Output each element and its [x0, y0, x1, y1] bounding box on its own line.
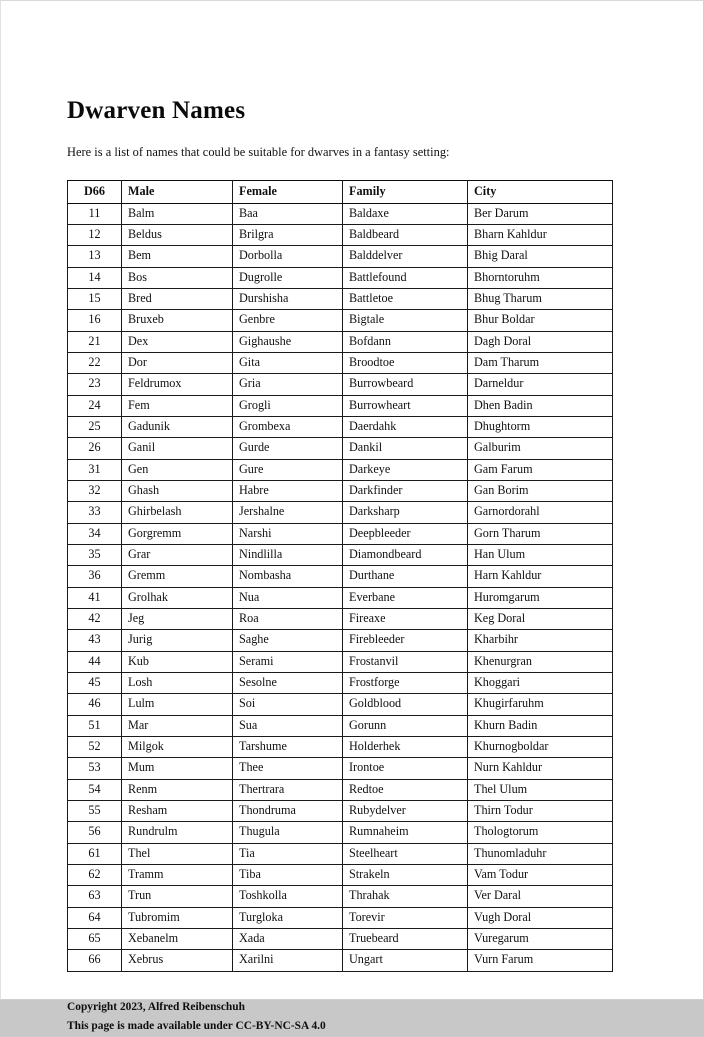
dwarven-names-table — [67, 180, 613, 972]
cell-city: Ver Daral — [468, 886, 613, 907]
cell-male: Balm — [122, 203, 233, 224]
cell-d66: 23 — [68, 374, 122, 395]
license-line: This page is made available under CC-BY-NC-SA 4.0 — [67, 1020, 326, 1033]
cell-male: Thel — [122, 843, 233, 864]
cell-male: Bred — [122, 289, 233, 310]
cell-male: Dex — [122, 331, 233, 352]
cell-female: Xarilni — [233, 950, 343, 971]
cell-city: Bhur Boldar — [468, 310, 613, 331]
cell-male: Bruxeb — [122, 310, 233, 331]
cell-female: Xada — [233, 928, 343, 949]
cell-d66: 24 — [68, 395, 122, 416]
cell-male: Ganil — [122, 438, 233, 459]
table-row — [68, 225, 613, 246]
cell-female: Nua — [233, 587, 343, 608]
cell-city: Galburim — [468, 438, 613, 459]
cell-family: Diamondbeard — [343, 545, 468, 566]
cell-city: Khugirfaruhm — [468, 694, 613, 715]
cell-city: Khurn Badin — [468, 715, 613, 736]
cell-male: Jurig — [122, 630, 233, 651]
cell-d66: 32 — [68, 481, 122, 502]
table-row — [68, 609, 613, 630]
cell-city: Gan Borim — [468, 481, 613, 502]
cell-male: Gadunik — [122, 417, 233, 438]
cell-family: Battletoe — [343, 289, 468, 310]
cell-d66: 14 — [68, 267, 122, 288]
table-row — [68, 417, 613, 438]
cell-female: Saghe — [233, 630, 343, 651]
table-row — [68, 950, 613, 971]
cell-family: Torevir — [343, 907, 468, 928]
table-row — [68, 715, 613, 736]
table-row — [68, 545, 613, 566]
cell-male: Gen — [122, 459, 233, 480]
table-row — [68, 758, 613, 779]
cell-city: Vurn Farum — [468, 950, 613, 971]
cell-family: Durthane — [343, 566, 468, 587]
cell-city: Ber Darum — [468, 203, 613, 224]
cell-city: Thel Ulum — [468, 779, 613, 800]
cell-female: Soi — [233, 694, 343, 715]
table-row — [68, 353, 613, 374]
cell-female: Toshkolla — [233, 886, 343, 907]
cell-city: Dhughtorm — [468, 417, 613, 438]
cell-d66: 64 — [68, 907, 122, 928]
cell-male: Mum — [122, 758, 233, 779]
cell-female: Gria — [233, 374, 343, 395]
table-row — [68, 694, 613, 715]
table-row — [68, 673, 613, 694]
table-row — [68, 801, 613, 822]
cell-city: Khurnogboldar — [468, 737, 613, 758]
cell-male: Fem — [122, 395, 233, 416]
cell-male: Resham — [122, 801, 233, 822]
cell-male: Trun — [122, 886, 233, 907]
cell-d66: 22 — [68, 353, 122, 374]
cell-female: Thondruma — [233, 801, 343, 822]
cell-d66: 26 — [68, 438, 122, 459]
cell-family: Strakeln — [343, 865, 468, 886]
cell-female: Thee — [233, 758, 343, 779]
table-row — [68, 630, 613, 651]
table-row — [68, 779, 613, 800]
cell-d66: 62 — [68, 865, 122, 886]
cell-family: Baldaxe — [343, 203, 468, 224]
cell-city: Kharbihr — [468, 630, 613, 651]
cell-family: Darkfinder — [343, 481, 468, 502]
cell-male: Beldus — [122, 225, 233, 246]
cell-city: Nurn Kahldur — [468, 758, 613, 779]
cell-female: Roa — [233, 609, 343, 630]
table-row — [68, 865, 613, 886]
cell-family: Darkeye — [343, 459, 468, 480]
cell-city: Garnordorahl — [468, 502, 613, 523]
table-row — [68, 481, 613, 502]
cell-d66: 16 — [68, 310, 122, 331]
cell-female: Tia — [233, 843, 343, 864]
cell-d66: 51 — [68, 715, 122, 736]
cell-family: Gorunn — [343, 715, 468, 736]
cell-male: Tramm — [122, 865, 233, 886]
page-content — [67, 1, 612, 1037]
cell-d66: 33 — [68, 502, 122, 523]
table-row — [68, 843, 613, 864]
cell-male: Milgok — [122, 737, 233, 758]
cell-family: Deepbleeder — [343, 523, 468, 544]
cell-female: Thertrara — [233, 779, 343, 800]
cell-family: Rumnaheim — [343, 822, 468, 843]
table-row — [68, 289, 613, 310]
column-header-female: Female — [233, 180, 343, 203]
cell-female: Brilgra — [233, 225, 343, 246]
cell-female: Narshi — [233, 523, 343, 544]
cell-city: Dagh Doral — [468, 331, 613, 352]
cell-male: Rundrulm — [122, 822, 233, 843]
table-row — [68, 587, 613, 608]
cell-city: Bhug Tharum — [468, 289, 613, 310]
table-row — [68, 523, 613, 544]
cell-family: Thrahak — [343, 886, 468, 907]
cell-female: Gighaushe — [233, 331, 343, 352]
cell-city: Keg Doral — [468, 609, 613, 630]
cell-d66: 13 — [68, 246, 122, 267]
table-row — [68, 203, 613, 224]
cell-female: Dugrolle — [233, 267, 343, 288]
cell-male: Ghash — [122, 481, 233, 502]
cell-d66: 31 — [68, 459, 122, 480]
table-header-row — [68, 180, 613, 203]
table-row — [68, 886, 613, 907]
cell-city: Khenurgran — [468, 651, 613, 672]
table-row — [68, 928, 613, 949]
cell-family: Dankil — [343, 438, 468, 459]
cell-male: Feldrumox — [122, 374, 233, 395]
cell-male: Bos — [122, 267, 233, 288]
cell-family: Bigtale — [343, 310, 468, 331]
cell-female: Gure — [233, 459, 343, 480]
cell-family: Ungart — [343, 950, 468, 971]
table-row — [68, 438, 613, 459]
cell-family: Bofdann — [343, 331, 468, 352]
cell-d66: 15 — [68, 289, 122, 310]
cell-city: Bharn Kahldur — [468, 225, 613, 246]
cell-city: Bhorntoruhm — [468, 267, 613, 288]
table-row — [68, 246, 613, 267]
cell-family: Redtoe — [343, 779, 468, 800]
cell-female: Genbre — [233, 310, 343, 331]
cell-female: Jershalne — [233, 502, 343, 523]
cell-family: Balddelver — [343, 246, 468, 267]
cell-city: Bhig Daral — [468, 246, 613, 267]
cell-d66: 11 — [68, 203, 122, 224]
cell-female: Sua — [233, 715, 343, 736]
table-body — [68, 203, 613, 971]
cell-female: Thugula — [233, 822, 343, 843]
cell-d66: 12 — [68, 225, 122, 246]
cell-female: Dorbolla — [233, 246, 343, 267]
cell-d66: 35 — [68, 545, 122, 566]
cell-female: Habre — [233, 481, 343, 502]
cell-city: Khoggari — [468, 673, 613, 694]
cell-female: Gurde — [233, 438, 343, 459]
cell-male: Xebanelm — [122, 928, 233, 949]
page-footer — [67, 998, 612, 1037]
cell-male: Gremm — [122, 566, 233, 587]
cell-male: Gorgremm — [122, 523, 233, 544]
table-row — [68, 267, 613, 288]
table-row — [68, 566, 613, 587]
cell-city: Huromgarum — [468, 587, 613, 608]
cell-city: Vam Todur — [468, 865, 613, 886]
cell-city: Gorn Tharum — [468, 523, 613, 544]
cell-city: Vuregarum — [468, 928, 613, 949]
cell-d66: 53 — [68, 758, 122, 779]
column-header-city: City — [468, 180, 613, 203]
cell-family: Goldblood — [343, 694, 468, 715]
cell-family: Frostanvil — [343, 651, 468, 672]
column-header-male: Male — [122, 180, 233, 203]
cell-city: Dam Tharum — [468, 353, 613, 374]
cell-d66: 65 — [68, 928, 122, 949]
page-title: Dwarven Names — [67, 97, 246, 124]
table-row — [68, 374, 613, 395]
cell-d66: 34 — [68, 523, 122, 544]
cell-family: Steelheart — [343, 843, 468, 864]
cell-family: Fireaxe — [343, 609, 468, 630]
cell-city: Dhen Badin — [468, 395, 613, 416]
cell-d66: 41 — [68, 587, 122, 608]
cell-family: Frostforge — [343, 673, 468, 694]
cell-male: Grolhak — [122, 587, 233, 608]
column-header-d66: D66 — [68, 180, 122, 203]
cell-female: Durshisha — [233, 289, 343, 310]
cell-male: Xebrus — [122, 950, 233, 971]
table-row — [68, 310, 613, 331]
table-row — [68, 822, 613, 843]
cell-male: Dor — [122, 353, 233, 374]
cell-d66: 42 — [68, 609, 122, 630]
cell-city: Harn Kahldur — [468, 566, 613, 587]
cell-d66: 55 — [68, 801, 122, 822]
cell-city: Darneldur — [468, 374, 613, 395]
cell-female: Tarshume — [233, 737, 343, 758]
cell-d66: 63 — [68, 886, 122, 907]
cell-city: Thirn Todur — [468, 801, 613, 822]
cell-family: Firebleeder — [343, 630, 468, 651]
cell-d66: 52 — [68, 737, 122, 758]
cell-family: Holderhek — [343, 737, 468, 758]
copyright-line: Copyright 2023, Alfred Reibenschuh — [67, 1000, 245, 1013]
cell-female: Sesolne — [233, 673, 343, 694]
cell-d66: 46 — [68, 694, 122, 715]
cell-male: Kub — [122, 651, 233, 672]
table-header — [68, 180, 613, 203]
cell-family: Irontoe — [343, 758, 468, 779]
cell-female: Turgloka — [233, 907, 343, 928]
cell-d66: 66 — [68, 950, 122, 971]
cell-family: Truebeard — [343, 928, 468, 949]
cell-city: Vugh Doral — [468, 907, 613, 928]
table-row — [68, 502, 613, 523]
cell-d66: 25 — [68, 417, 122, 438]
cell-female: Grombexa — [233, 417, 343, 438]
cell-male: Renm — [122, 779, 233, 800]
table-row — [68, 907, 613, 928]
cell-family: Everbane — [343, 587, 468, 608]
cell-family: Broodtoe — [343, 353, 468, 374]
cell-d66: 44 — [68, 651, 122, 672]
cell-female: Grogli — [233, 395, 343, 416]
cell-city: Thunomladuhr — [468, 843, 613, 864]
column-header-family: Family — [343, 180, 468, 203]
table-row — [68, 459, 613, 480]
cell-family: Battlefound — [343, 267, 468, 288]
cell-male: Grar — [122, 545, 233, 566]
table-row — [68, 651, 613, 672]
cell-male: Mar — [122, 715, 233, 736]
cell-female: Gita — [233, 353, 343, 374]
cell-d66: 61 — [68, 843, 122, 864]
cell-family: Rubydelver — [343, 801, 468, 822]
cell-d66: 56 — [68, 822, 122, 843]
table-row — [68, 331, 613, 352]
cell-family: Baldbeard — [343, 225, 468, 246]
cell-city: Han Ulum — [468, 545, 613, 566]
cell-female: Serami — [233, 651, 343, 672]
cell-city: Thologtorum — [468, 822, 613, 843]
cell-d66: 43 — [68, 630, 122, 651]
cell-male: Lulm — [122, 694, 233, 715]
cell-male: Ghirbelash — [122, 502, 233, 523]
cell-male: Tubromim — [122, 907, 233, 928]
cell-male: Jeg — [122, 609, 233, 630]
table-row — [68, 395, 613, 416]
intro-paragraph: Here is a list of names that could be suitable for dwarves in a fantasy setting: — [67, 144, 450, 159]
cell-female: Nindlilla — [233, 545, 343, 566]
cell-family: Burrowbeard — [343, 374, 468, 395]
cell-d66: 54 — [68, 779, 122, 800]
cell-female: Nombasha — [233, 566, 343, 587]
cell-family: Darksharp — [343, 502, 468, 523]
cell-family: Burrowheart — [343, 395, 468, 416]
cell-d66: 45 — [68, 673, 122, 694]
cell-d66: 21 — [68, 331, 122, 352]
cell-d66: 36 — [68, 566, 122, 587]
table-row — [68, 737, 613, 758]
cell-family: Daerdahk — [343, 417, 468, 438]
cell-female: Baa — [233, 203, 343, 224]
cell-female: Tiba — [233, 865, 343, 886]
cell-city: Gam Farum — [468, 459, 613, 480]
cell-male: Losh — [122, 673, 233, 694]
cell-male: Bem — [122, 246, 233, 267]
